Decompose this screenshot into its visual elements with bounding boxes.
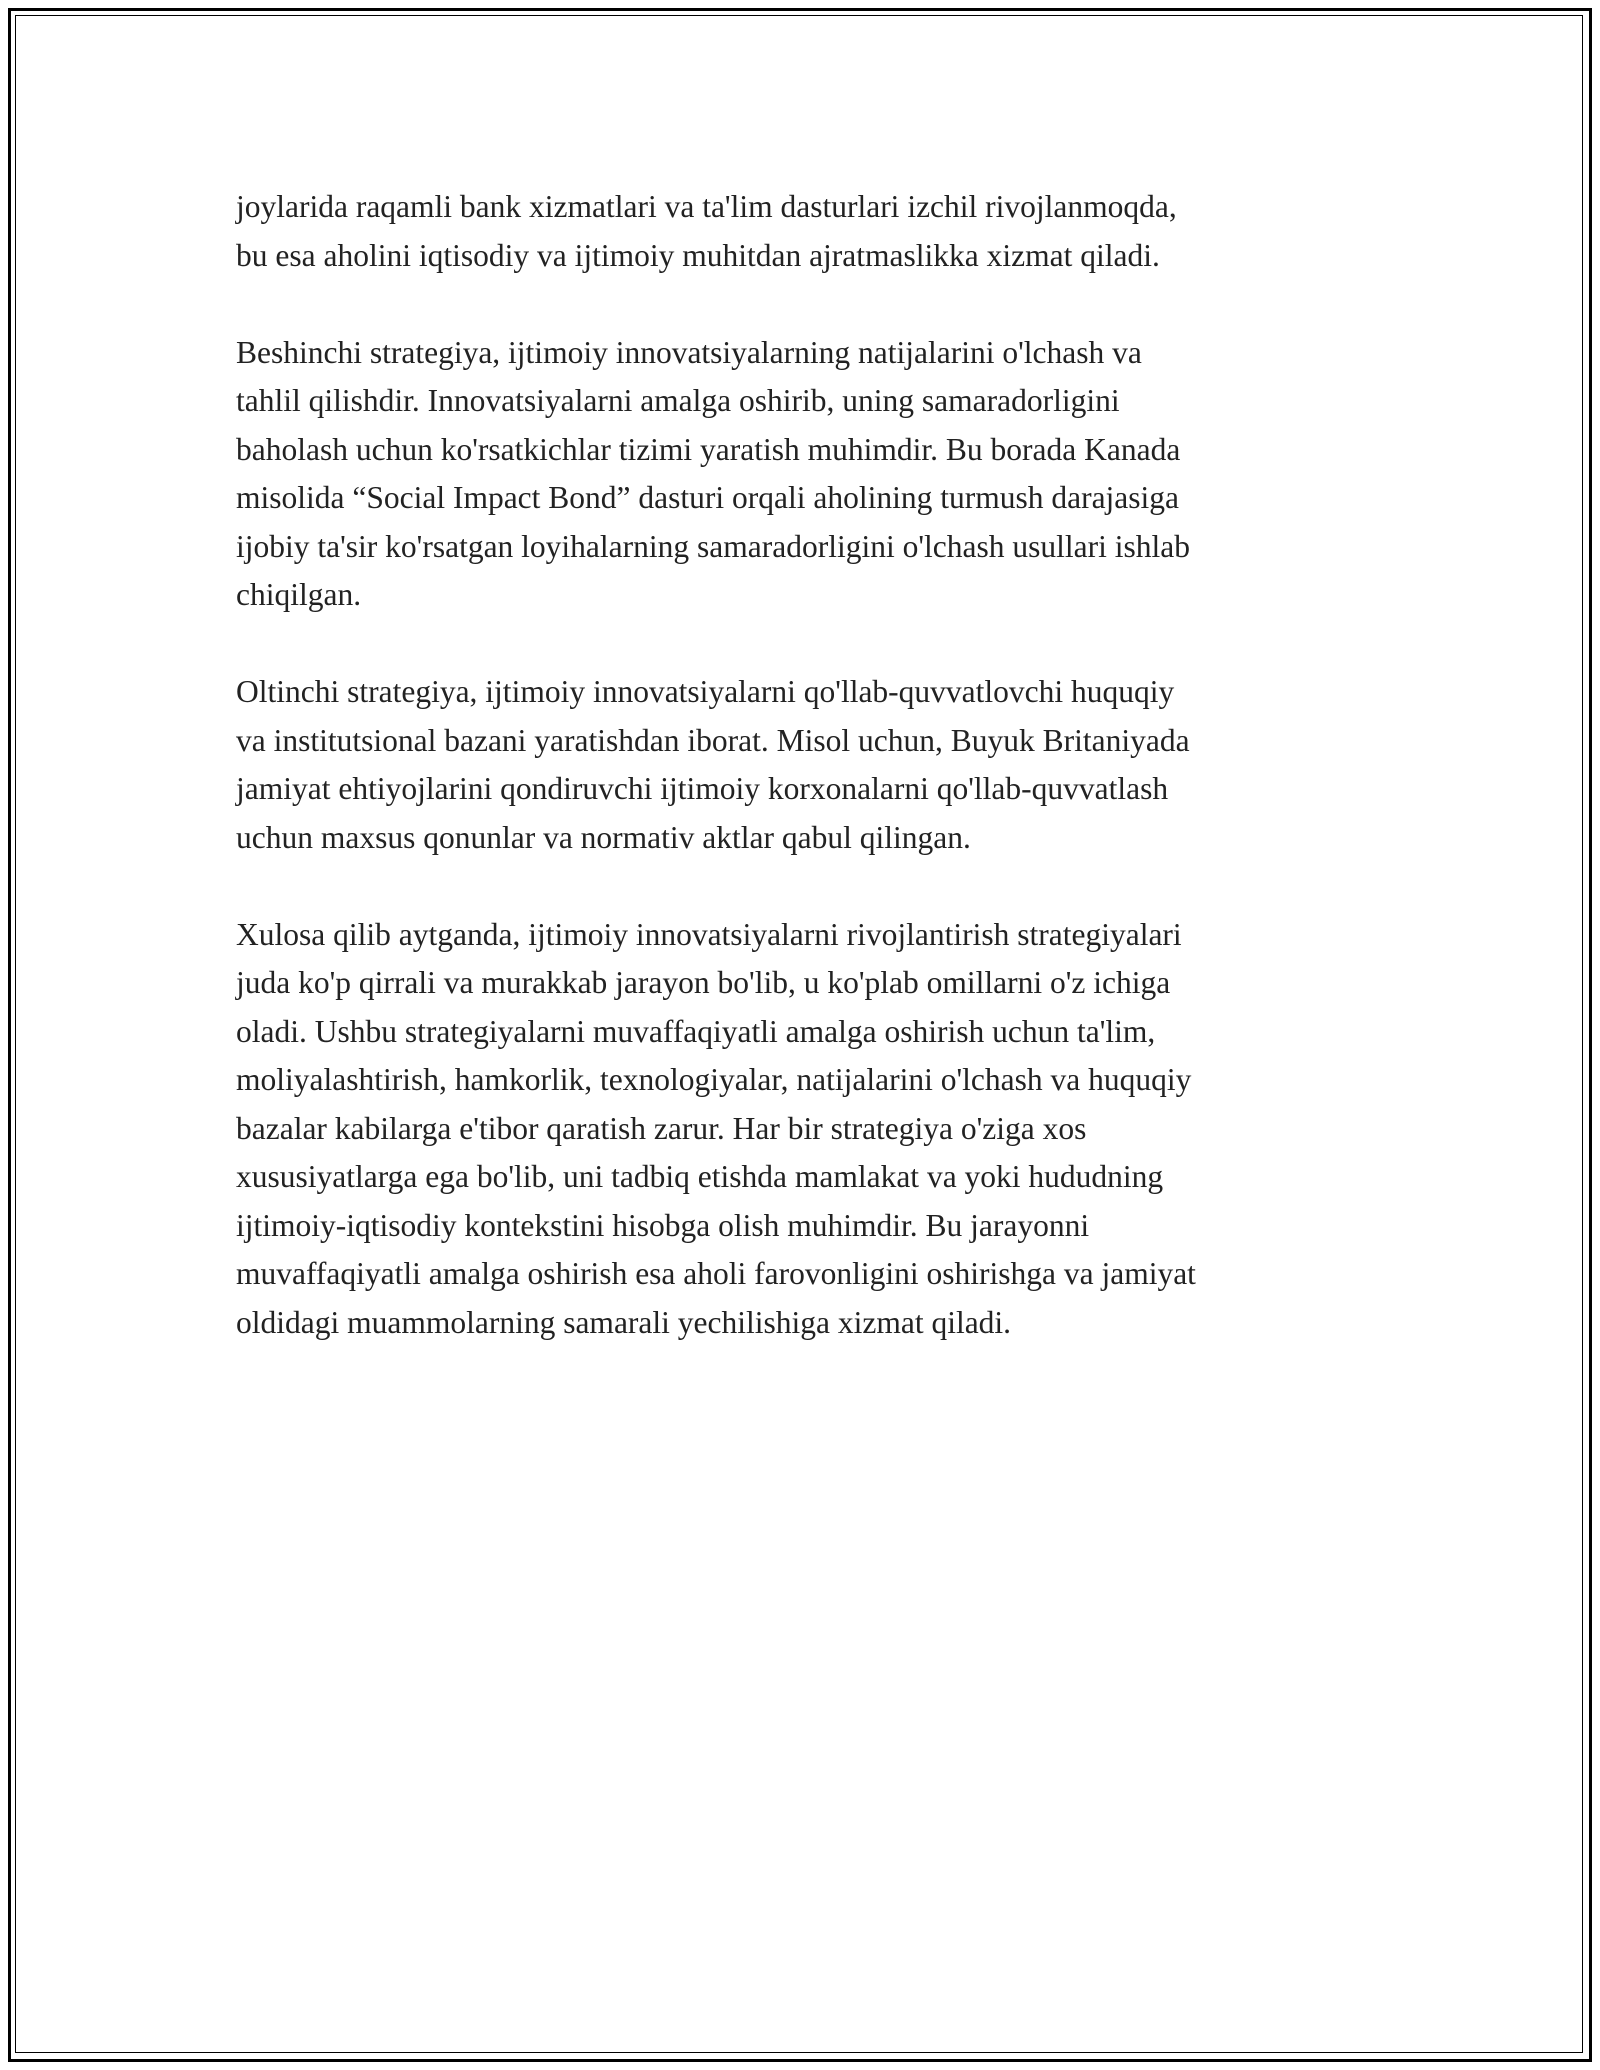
text-line: Oltinchi strategiya, ijtimoiy innovatsiyalarni qo'llab-quvvatlovchi huquqiy bbox=[236, 674, 1175, 709]
text-line: bu esa aholini iqtisodiy va ijtimoiy muhitdan ajratmaslikka xizmat qiladi. bbox=[236, 237, 1160, 273]
text-line: misolida “Social Impact Bond” dasturi orqali aholining turmush darajasiga bbox=[236, 480, 1180, 515]
text-line: chiqilgan. bbox=[236, 577, 362, 612]
text-line: va institutsional bazani yaratishdan iborat. Misol uchun, Buyuk Britaniyada bbox=[236, 722, 1190, 758]
text-line: juda ko'p qirrali va murakkab jarayon bo'lib, u ko'plab omillarni o'z ichiga bbox=[236, 965, 1171, 1000]
paragraph-continuation bbox=[236, 183, 1366, 280]
text-line: ijobiy ta'sir ko'rsatgan loyihalarning samaradorligini o'lchash usullari ishlab bbox=[236, 528, 1190, 564]
text-line: oldidagi muammolarning samarali yechilishiga xizmat qiladi. bbox=[236, 1304, 1012, 1340]
text-line: baholash uchun ko'rsatkichlar tizimi yaratish muhimdir. Bu borada Kanada bbox=[236, 431, 1181, 467]
paragraph-conclusion bbox=[236, 911, 1366, 1348]
text-line: muvaffaqiyatli amalga oshirish esa aholi farovonligini oshirishga va jamiyat bbox=[236, 1256, 1196, 1291]
text-line: tahlil qilishdir. Innovatsiyalarni amalga oshirib, uning samaradorligini bbox=[236, 383, 1120, 418]
text-line: Xulosa qilib aytganda, ijtimoiy innovatsiyalarni rivojlantirish strategiyalari bbox=[236, 916, 1182, 952]
text-line: xususiyatlarga ega bo'lib, uni tadbiq etishda mamlakat va yoki hududning bbox=[236, 1159, 1164, 1194]
text-line: joylarida raqamli bank xizmatlari va ta'lim dasturlari izchil rivojlanmoqda, bbox=[236, 189, 1177, 224]
text-line: Beshinchi strategiya, ijtimoiy innovatsiyalarning natijalarini o'lchash va bbox=[236, 334, 1142, 370]
text-line: ijtimoiy-iqtisodiy kontekstini hisobga olish muhimdir. Bu jarayonni bbox=[236, 1207, 1090, 1243]
text-line: bazalar kabilarga e'tibor qaratish zarur. Har bir strategiya o'ziga xos bbox=[236, 1110, 1087, 1146]
paragraph-sixth-strategy bbox=[236, 668, 1366, 862]
document-body bbox=[236, 183, 1366, 1396]
text-line: jamiyat ehtiyojlarini qondiruvchi ijtimoiy korxonalarni qo'llab-quvvatlash bbox=[236, 771, 1169, 806]
text-line: moliyalashtirish, hamkorlik, texnologiyalar, natijalarini o'lchash va huquqiy bbox=[236, 1062, 1192, 1097]
paragraph-fifth-strategy bbox=[236, 329, 1366, 620]
text-line: uchun maxsus qonunlar va normativ aktlar qabul qilingan. bbox=[236, 819, 971, 855]
text-line: oladi. Ushbu strategiyalarni muvaffaqiyatli amalga oshirish uchun ta'lim, bbox=[236, 1013, 1156, 1049]
